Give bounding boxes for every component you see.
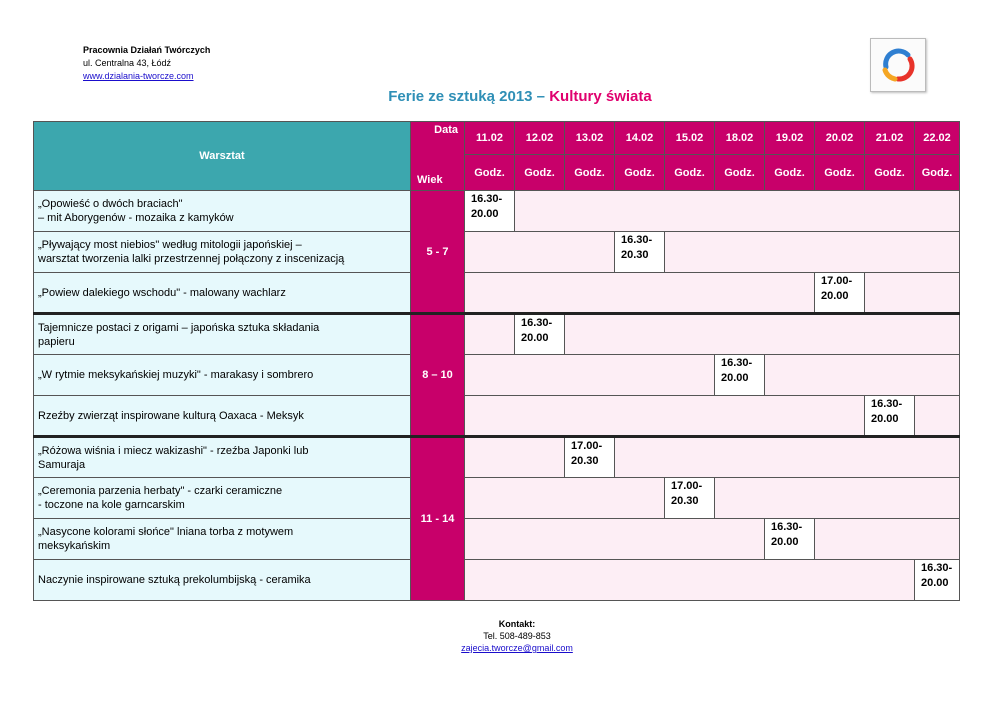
- schedule-table: [33, 121, 960, 601]
- workshop-name: [34, 519, 411, 560]
- date-header: 15.02: [665, 122, 715, 155]
- date-header: 12.02: [515, 122, 565, 155]
- session-time: [565, 437, 615, 478]
- contact-block: [0, 618, 992, 654]
- workshop-line: papieru: [38, 335, 75, 348]
- organizer-address: ul. Centralna 43, Łódź: [83, 58, 172, 68]
- table-row: [34, 519, 960, 560]
- session-time-line: 20.30: [621, 249, 649, 261]
- session-time-line: 20.00: [871, 413, 899, 425]
- session-time-line: 16.30-: [921, 562, 953, 574]
- table-row: [34, 560, 960, 601]
- website-link[interactable]: www.dzialania-tworcze.com: [83, 71, 194, 81]
- session-time: [465, 191, 515, 232]
- logo: [870, 38, 926, 92]
- table-row: [34, 396, 960, 437]
- contact-phone: Tel. 508-489-853: [483, 631, 551, 641]
- workshop-line: „Powiew dalekiego wschodu" - malowany wachlarz: [38, 286, 286, 299]
- workshop-line: „Opowieść o dwóch braciach": [38, 198, 183, 210]
- workshop-line: – mit Aborygenów - mozaika z kamyków: [38, 212, 234, 224]
- title-main: Ferie ze sztuką 2013 –: [388, 88, 550, 105]
- title-theme: Kultury świata: [549, 88, 652, 105]
- time-header: Godz.: [865, 155, 915, 191]
- empty-cell: [465, 560, 915, 601]
- time-header: Godz.: [815, 155, 865, 191]
- table-row: [34, 437, 960, 478]
- workshop-line: warsztat tworzenia lalki przestrzennej połączony z inscenizacją: [38, 253, 345, 265]
- table-row: [34, 191, 960, 232]
- empty-cell: [815, 519, 960, 560]
- column-header-warsztat: Warsztat: [34, 122, 411, 191]
- empty-cell: [515, 191, 960, 232]
- empty-cell: [565, 314, 960, 355]
- header-wiek-label: Wiek: [417, 174, 443, 186]
- empty-cell: [915, 396, 960, 437]
- workshop-line: Samuraja: [38, 458, 86, 471]
- session-time-line: 17.00-: [571, 440, 603, 452]
- session-time: [915, 560, 960, 601]
- age-group: 11 - 14: [411, 437, 465, 601]
- time-header: Godz.: [615, 155, 665, 191]
- session-time-line: 20.00: [771, 536, 799, 548]
- workshop-line: Rzeźby zwierząt inspirowane kulturą Oaxaca - Meksyk: [38, 409, 304, 422]
- session-time-line: 17.00-: [671, 480, 703, 492]
- empty-cell: [465, 396, 865, 437]
- workshop-line: „Ceremonia parzenia herbaty" - czarki ceramiczne: [38, 485, 283, 497]
- time-header: Godz.: [565, 155, 615, 191]
- session-time-line: 17.00-: [821, 275, 853, 287]
- time-header: Godz.: [765, 155, 815, 191]
- session-time-line: 16.30-: [621, 234, 653, 246]
- workshop-line: meksykańskim: [38, 540, 111, 552]
- organizer-info: [83, 44, 210, 83]
- session-time-line: 20.30: [671, 495, 699, 507]
- date-header: 18.02: [715, 122, 765, 155]
- age-group: 8 – 10: [411, 314, 465, 437]
- session-time-line: 20.00: [921, 577, 949, 589]
- workshop-line: „Nasycone kolorami słońce" lniana torba z motywem: [38, 526, 294, 538]
- empty-cell: [465, 232, 615, 273]
- workshop-line: Naczynie inspirowane sztuką prekolumbijską - ceramika: [38, 574, 311, 586]
- workshop-name: [34, 355, 411, 396]
- time-header: Godz.: [465, 155, 515, 191]
- empty-cell: [765, 355, 960, 396]
- session-time-line: 20.00: [471, 208, 499, 220]
- table-row: [34, 355, 960, 396]
- empty-cell: [465, 437, 565, 478]
- workshop-name: [34, 478, 411, 519]
- date-header: 14.02: [615, 122, 665, 155]
- empty-cell: [465, 519, 765, 560]
- empty-cell: [715, 478, 960, 519]
- session-time-line: 20.00: [721, 372, 749, 384]
- time-header: Godz.: [665, 155, 715, 191]
- session-time: [615, 232, 665, 273]
- empty-cell: [465, 355, 715, 396]
- page-title: [0, 88, 992, 105]
- table-row: [34, 478, 960, 519]
- workshop-name: [34, 314, 411, 355]
- session-time-line: 16.30-: [521, 317, 553, 329]
- session-time-line: 20.30: [571, 455, 599, 467]
- workshop-line: „Różowa wiśnia i miecz wakizashi" - rzeźba Japonki lub: [38, 444, 309, 457]
- time-header: Godz.: [715, 155, 765, 191]
- contact-email-link[interactable]: zajecia.tworcze@gmail.com: [461, 643, 573, 653]
- date-header: 22.02: [915, 122, 960, 155]
- age-group: 5 - 7: [411, 191, 465, 314]
- session-time: [665, 478, 715, 519]
- time-header: Godz.: [515, 155, 565, 191]
- session-time-line: 16.30-: [471, 193, 503, 205]
- date-header: 20.02: [815, 122, 865, 155]
- header-data-label: Data: [434, 124, 458, 136]
- empty-cell: [615, 437, 960, 478]
- workshop-name: [34, 191, 411, 232]
- contact-label: Kontakt:: [498, 619, 536, 629]
- workshop-name: [34, 273, 411, 314]
- session-time-line: 16.30-: [771, 521, 803, 533]
- workshop-name: [34, 437, 411, 478]
- workshop-name: [34, 232, 411, 273]
- session-time: [865, 396, 915, 437]
- empty-cell: [665, 232, 960, 273]
- workshop-line: Tajemnicze postaci z origami – japońska sztuka składania: [38, 321, 320, 334]
- empty-cell: [465, 478, 665, 519]
- date-header: 13.02: [565, 122, 615, 155]
- table-row: [34, 273, 960, 314]
- organizer-name: Pracownia Działań Twórczych: [83, 45, 211, 55]
- session-time-line: 20.00: [521, 332, 549, 344]
- date-header: 21.02: [865, 122, 915, 155]
- empty-cell: [865, 273, 960, 314]
- workshop-line: „Pływający most niebios" według mitologii japońskiej –: [38, 239, 302, 251]
- table-row: [34, 314, 960, 355]
- empty-cell: [465, 273, 815, 314]
- time-header: Godz.: [915, 155, 960, 191]
- session-time-line: 20.00: [821, 290, 849, 302]
- workshop-name: [34, 560, 411, 601]
- session-time-line: 16.30-: [721, 357, 753, 369]
- workshop-line: „W rytmie meksykańskiej muzyki" - marakasy i sombrero: [38, 369, 314, 381]
- swirl-logo-icon: [878, 45, 918, 85]
- empty-cell: [465, 314, 515, 355]
- table-row: [34, 232, 960, 273]
- column-header-data-wiek: [411, 122, 465, 191]
- workshop-line: - toczone na kole garncarskim: [38, 499, 185, 511]
- session-time-line: 16.30-: [871, 398, 903, 410]
- date-header: 19.02: [765, 122, 815, 155]
- session-time: [815, 273, 865, 314]
- session-time: [515, 314, 565, 355]
- workshop-name: [34, 396, 411, 437]
- date-header: 11.02: [465, 122, 515, 155]
- session-time: [715, 355, 765, 396]
- session-time: [765, 519, 815, 560]
